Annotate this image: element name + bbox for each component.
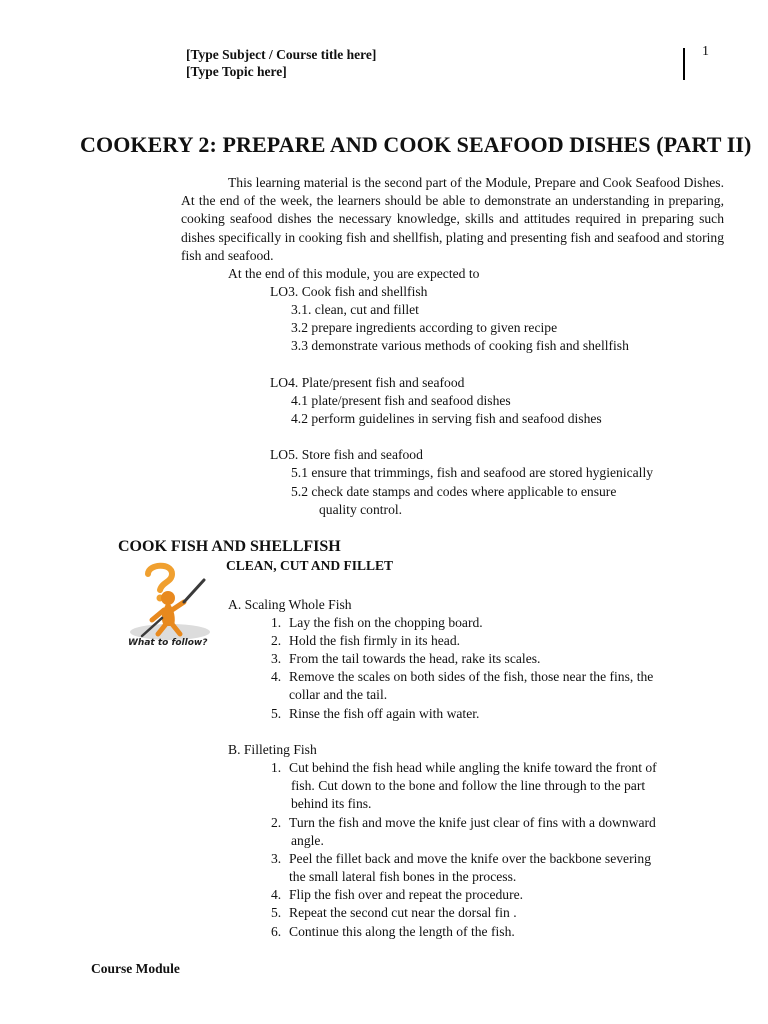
lo5-title: LO5. Store fish and seafood: [270, 447, 423, 462]
list-item: 6. Continue this along the length of the fish.: [271, 924, 515, 939]
page-title: COOKERY 2: PREPARE AND COOK SEAFOOD DISHES (PART II): [80, 132, 752, 157]
header-divider: [683, 48, 685, 80]
section-heading: COOK FISH AND SHELLFISH: [118, 538, 341, 555]
lo3-item: 3.2 prepare ingredients according to given recipe: [291, 320, 558, 335]
topic-placeholder: [Type Topic here]: [186, 64, 287, 79]
list-item-continuation: behind its fins.: [291, 796, 372, 811]
lo5-item: 5.1 ensure that trimmings, fish and seafood are stored hygienically: [291, 465, 654, 480]
list-item: 1. Cut behind the fish head while angling the knife toward the front of: [271, 760, 657, 775]
list-item-continuation: the small lateral fish bones in the process.: [289, 869, 517, 884]
lo3-title: LO3. Cook fish and shellfish: [270, 284, 428, 299]
list-item: 4. Remove the scales on both sides of the fish, those near the fins, the: [271, 669, 654, 684]
list-item: 2. Hold the fish firmly in its head.: [271, 633, 461, 648]
scaling-heading: A. Scaling Whole Fish: [228, 597, 352, 612]
list-item-continuation: collar and the tail.: [289, 687, 388, 702]
filleting-heading: B. Filleting Fish: [228, 742, 317, 757]
lo3-item: 3.3 demonstrate various methods of cooking fish and shellfish: [291, 338, 629, 353]
list-item-continuation: angle.: [291, 833, 324, 848]
list-item: 3. Peel the fillet back and move the knife over the backbone severing: [271, 851, 651, 866]
illustration-caption: What to follow?: [128, 638, 208, 648]
list-item: 2. Turn the fish and move the knife just clear of fins with a downward: [271, 815, 656, 830]
lo4-title: LO4. Plate/present fish and seafood: [270, 375, 465, 390]
subject-placeholder: [Type Subject / Course title here]: [186, 47, 377, 62]
lo5-item: 5.2 check date stamps and codes where applicable to ensure: [291, 484, 617, 499]
page-number: 1: [702, 44, 709, 59]
what-to-follow-illustration: [122, 562, 222, 654]
section-subheading: CLEAN, CUT AND FILLET: [226, 558, 394, 573]
list-item: 3. From the tail towards the head, rake its scales.: [271, 651, 541, 666]
list-item: 5. Repeat the second cut near the dorsal fin .: [271, 905, 517, 920]
list-item: 4. Flip the fish over and repeat the procedure.: [271, 887, 524, 902]
list-item: 1. Lay the fish on the chopping board.: [271, 615, 483, 630]
lo5-item-continuation: quality control.: [319, 502, 403, 517]
list-item: 5. Rinse the fish off again with water.: [271, 706, 480, 721]
list-item-continuation: fish. Cut down to the bone and follow the line through to the part: [291, 778, 646, 793]
lo4-item: 4.1 plate/present fish and seafood dishes: [291, 393, 511, 408]
footer-course-module: Course Module: [91, 961, 180, 976]
lo3-item: 3.1. clean, cut and fillet: [291, 302, 419, 317]
lo4-item: 4.2 perform guidelines in serving fish and seafood dishes: [291, 411, 602, 426]
expected-line: At the end of this module, you are expected to: [228, 266, 480, 281]
intro-paragraph: This learning material is the second part of the Module, Prepare and Cook Seafood Dishes. At the end of the week, the learners should be able to demonstrate an understanding in preparing, cooking seafood dishes the necessary knowledge, skills and attitudes required in preparing such dishes specifically in cooking fish and shellfish, plating and presenting fish and seafood and storing fish and seafood.: [181, 175, 724, 263]
